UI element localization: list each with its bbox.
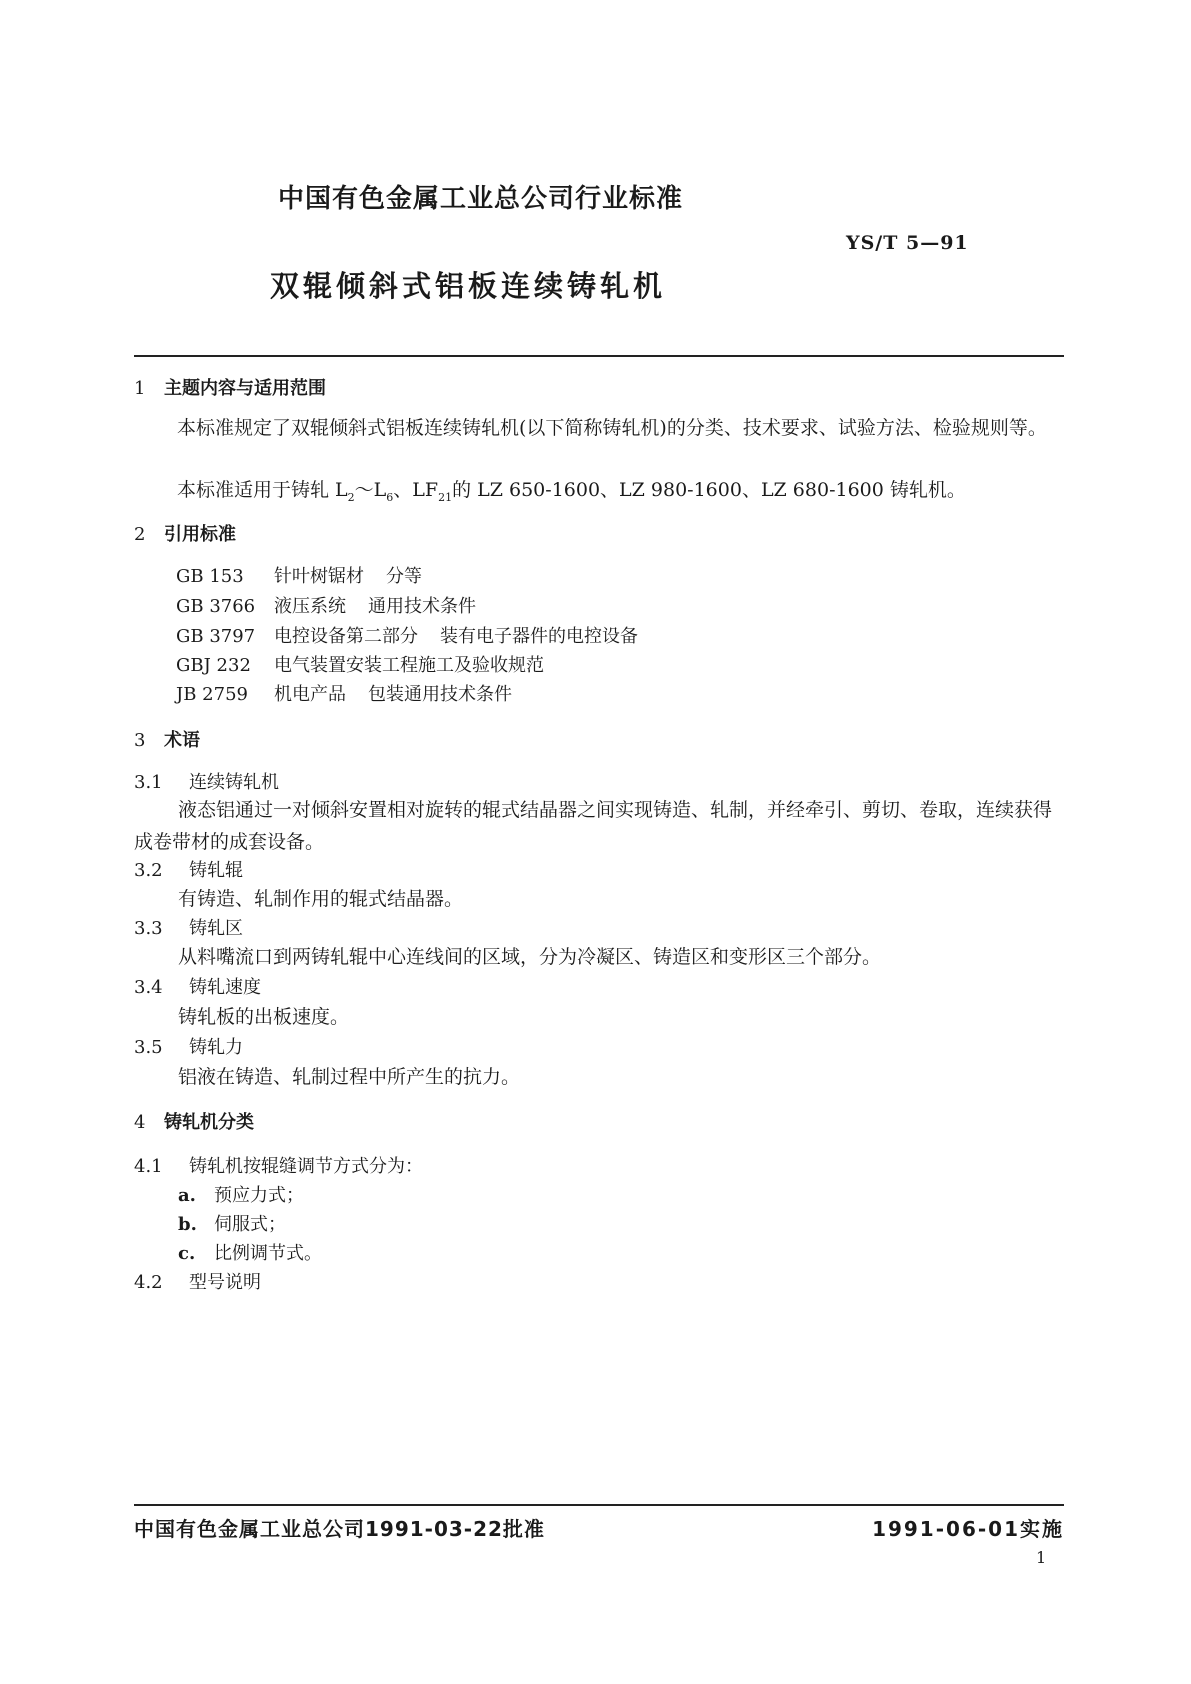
section-title: 引用标准 (164, 524, 236, 545)
reference-code: GB 153 (176, 566, 244, 587)
term-number: 3.1 (134, 772, 163, 793)
term-heading (134, 973, 261, 999)
reference-row (176, 622, 638, 648)
reference-subtitle: 装有电子器件的电控设备 (440, 626, 638, 647)
term-definition: 从料嘴流口到两铸轧辊中心连线间的区域，分为冷凝区、铸造区和变形区三个部分。 (178, 946, 882, 968)
section-title: 术语 (164, 730, 200, 751)
list-item (178, 1239, 322, 1265)
term-number: 3.4 (134, 977, 163, 998)
term-heading (134, 856, 243, 882)
reference-row (176, 562, 422, 588)
term-name: 铸轧速度 (189, 977, 261, 998)
reference-subtitle: 分等 (386, 566, 422, 587)
reference-row (176, 592, 476, 618)
section-4-heading (134, 1108, 254, 1134)
effective-date: 1991-06-01实施 (872, 1517, 1064, 1541)
list-text: 预应力式； (214, 1185, 304, 1206)
section-2-heading (134, 520, 236, 546)
reference-title: 液压系统 (274, 596, 346, 617)
reference-code: GB 3797 (176, 626, 256, 647)
reference-subtitle: 通用技术条件 (368, 596, 476, 617)
section-title: 铸轧机分类 (164, 1112, 254, 1133)
reference-code: GBJ 232 (176, 655, 251, 676)
scope-paragraph-1: 本标准规定了双辊倾斜式铝板连续铸轧机(以下简称铸轧机)的分类、技术要求、试验方法、检验规则等。 (177, 417, 1047, 439)
issuing-organization: 中国有色金属工业总公司行业标准 (278, 184, 684, 214)
section-number: 2 (134, 524, 146, 545)
reference-title: 电气装置安装工程施工及验收规范 (274, 655, 544, 676)
term-definition: 铝液在铸造、轧制过程中所产生的抗力。 (178, 1066, 521, 1088)
clause-number: 4.1 (134, 1156, 163, 1177)
term-name: 铸轧辊 (189, 860, 243, 881)
section-title: 主题内容与适用范围 (164, 378, 326, 399)
standard-number: YS/T 5—91 (846, 232, 969, 254)
list-text: 伺服式； (214, 1214, 286, 1235)
approval-statement: 中国有色金属工业总公司1991-03-22批准 (134, 1517, 545, 1541)
reference-code: JB 2759 (176, 684, 248, 705)
clause-number: 4.2 (134, 1272, 163, 1293)
clause-4-2 (134, 1268, 261, 1294)
reference-title: 机电产品 (274, 684, 346, 705)
list-marker: b. (178, 1214, 197, 1235)
term-number: 3.2 (134, 860, 163, 881)
reference-title: 针叶树锯材 (274, 566, 364, 587)
clause-4-1 (134, 1152, 423, 1178)
list-item (178, 1210, 286, 1236)
page-number: 1 (1036, 1548, 1047, 1567)
list-text: 比例调节式。 (214, 1243, 322, 1264)
clause-text: 铸轧机按辊缝调节方式分为： (189, 1156, 423, 1177)
term-number: 3.3 (134, 918, 163, 939)
reference-code: GB 3766 (176, 596, 256, 617)
document-title: 双辊倾斜式铝板连续铸轧机 (270, 269, 667, 303)
section-3-heading (134, 726, 200, 752)
list-marker: c. (178, 1243, 196, 1264)
term-heading (134, 768, 279, 794)
section-number: 4 (134, 1112, 146, 1133)
reference-title: 电控设备第二部分 (274, 626, 418, 647)
term-definition: 液态铝通过一对倾斜安置相对旋转的辊式结晶器之间实现铸造、轧制，并经牵引、剪切、卷取，连续获得成卷带材的成套设备。 (134, 799, 1053, 853)
reference-subtitle: 包装通用技术条件 (368, 684, 512, 705)
section-number: 1 (134, 378, 146, 399)
footer-divider (134, 1504, 1064, 1506)
term-name: 铸轧力 (189, 1037, 243, 1058)
term-definition: 有铸造、轧制作用的辊式结晶器。 (178, 888, 464, 910)
term-heading (134, 914, 243, 940)
header-divider (134, 355, 1064, 357)
list-marker: a. (178, 1185, 196, 1206)
term-heading (134, 1033, 243, 1059)
section-1-heading (134, 374, 326, 400)
term-definition: 铸轧板的出板速度。 (178, 1006, 350, 1028)
term-name: 铸轧区 (189, 918, 243, 939)
section-number: 3 (134, 730, 146, 751)
term-number: 3.5 (134, 1037, 163, 1058)
list-item (178, 1181, 304, 1207)
reference-row (176, 680, 512, 706)
reference-row (176, 651, 544, 677)
clause-text: 型号说明 (189, 1272, 261, 1293)
term-name: 连续铸轧机 (189, 772, 279, 793)
scope-paragraph-2: 本标准适用于铸轧 $L_2\sim L_6$、$LF_{21}$的 LZ 650-1600、LZ 980-1600、LZ 680-1600 铸轧机。 (177, 479, 966, 504)
